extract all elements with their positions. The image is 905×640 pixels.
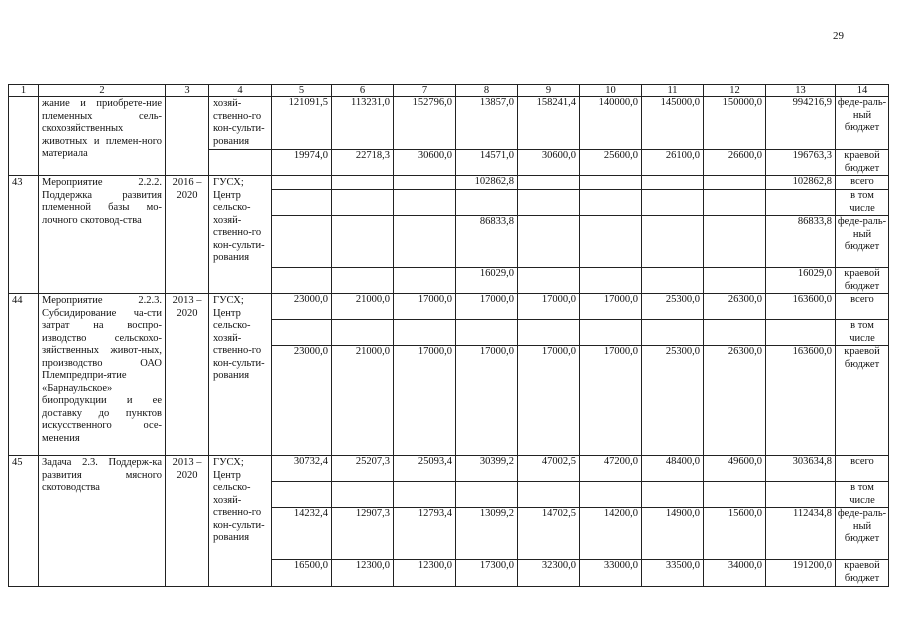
value-cell bbox=[642, 176, 704, 190]
value-cell: 25300,0 bbox=[642, 346, 704, 456]
row-index-cell bbox=[9, 97, 39, 176]
value-cell: 17000,0 bbox=[456, 346, 518, 456]
column-header: 7 bbox=[394, 85, 456, 97]
period-cell: 2013 – 2020 bbox=[166, 294, 209, 456]
value-cell bbox=[642, 216, 704, 268]
value-cell: 33000,0 bbox=[580, 560, 642, 587]
value-cell: 13099,2 bbox=[456, 508, 518, 560]
description-cell: жание и приобрете-ние племенных сель-скохозяйственных животных и племен-ного материала bbox=[39, 97, 166, 176]
value-cell: 30399,2 bbox=[456, 456, 518, 482]
value-cell: 34000,0 bbox=[704, 560, 766, 587]
period-cell: 2013 – 2020 bbox=[166, 456, 209, 587]
value-cell: 12793,4 bbox=[394, 508, 456, 560]
budget-source-cell: всего bbox=[836, 456, 889, 482]
value-cell: 26100,0 bbox=[642, 150, 704, 176]
column-header: 4 bbox=[209, 85, 272, 97]
value-cell: 994216,9 bbox=[766, 97, 836, 150]
column-header: 6 bbox=[332, 85, 394, 97]
column-header: 5 bbox=[272, 85, 332, 97]
value-cell: 26600,0 bbox=[704, 150, 766, 176]
value-cell bbox=[580, 268, 642, 294]
value-cell bbox=[642, 268, 704, 294]
budget-table bbox=[8, 84, 889, 587]
value-cell: 17000,0 bbox=[394, 294, 456, 320]
value-cell: 17300,0 bbox=[456, 560, 518, 587]
value-cell: 19974,0 bbox=[272, 150, 332, 176]
value-cell bbox=[704, 482, 766, 508]
value-cell: 25300,0 bbox=[642, 294, 704, 320]
value-cell: 16500,0 bbox=[272, 560, 332, 587]
column-header: 14 bbox=[836, 85, 889, 97]
value-cell bbox=[518, 482, 580, 508]
budget-source-cell: феде-раль-ный бюджет bbox=[836, 508, 889, 560]
value-cell: 163600,0 bbox=[766, 294, 836, 320]
value-cell bbox=[394, 190, 456, 216]
value-cell bbox=[518, 268, 580, 294]
value-cell: 30600,0 bbox=[394, 150, 456, 176]
value-cell: 17000,0 bbox=[456, 294, 518, 320]
value-cell bbox=[272, 268, 332, 294]
value-cell: 163600,0 bbox=[766, 346, 836, 456]
value-cell: 140000,0 bbox=[580, 97, 642, 150]
value-cell bbox=[642, 320, 704, 346]
value-cell bbox=[704, 190, 766, 216]
column-header: 2 bbox=[39, 85, 166, 97]
row-index-cell: 45 bbox=[9, 456, 39, 587]
budget-source-cell: краевой бюджет bbox=[836, 268, 889, 294]
column-header: 1 bbox=[9, 85, 39, 97]
value-cell bbox=[332, 216, 394, 268]
value-cell bbox=[518, 190, 580, 216]
value-cell bbox=[766, 320, 836, 346]
value-cell bbox=[456, 320, 518, 346]
value-cell bbox=[518, 176, 580, 190]
budget-source-cell: всего bbox=[836, 176, 889, 190]
column-header: 11 bbox=[642, 85, 704, 97]
column-header: 12 bbox=[704, 85, 766, 97]
description-cell: Мероприятие 2.2.2. Поддержка развития племенной базы мо-лочного скотовод-ства bbox=[39, 176, 166, 294]
value-cell: 112434,8 bbox=[766, 508, 836, 560]
value-cell bbox=[394, 482, 456, 508]
value-cell: 17000,0 bbox=[518, 346, 580, 456]
budget-source-cell: в том числе bbox=[836, 320, 889, 346]
value-cell bbox=[642, 190, 704, 216]
value-cell bbox=[272, 482, 332, 508]
value-cell bbox=[456, 482, 518, 508]
column-header: 8 bbox=[456, 85, 518, 97]
value-cell bbox=[580, 216, 642, 268]
value-cell: 16029,0 bbox=[766, 268, 836, 294]
value-cell bbox=[272, 176, 332, 190]
value-cell: 152796,0 bbox=[394, 97, 456, 150]
value-cell: 30732,4 bbox=[272, 456, 332, 482]
value-cell: 12300,0 bbox=[394, 560, 456, 587]
description-cell: Мероприятие 2.2.3. Субсидирование ча-сти затрат на воспро-изводство сельскохо-зяйственных живот-ных, производство ОАО Племпредпри-ятие «Барнаульское» биопродукции и ее доставку до пунктов искусственного осе-менения bbox=[39, 294, 166, 456]
value-cell: 191200,0 bbox=[766, 560, 836, 587]
executor-cell bbox=[209, 150, 272, 176]
budget-source-cell: феде-раль-ный бюджет bbox=[836, 216, 889, 268]
value-cell: 21000,0 bbox=[332, 294, 394, 320]
value-cell: 14571,0 bbox=[456, 150, 518, 176]
value-cell: 17000,0 bbox=[518, 294, 580, 320]
value-cell: 22718,3 bbox=[332, 150, 394, 176]
value-cell bbox=[704, 176, 766, 190]
budget-source-cell: всего bbox=[836, 294, 889, 320]
value-cell: 102862,8 bbox=[456, 176, 518, 190]
value-cell bbox=[332, 176, 394, 190]
value-cell: 32300,0 bbox=[518, 560, 580, 587]
value-cell: 16029,0 bbox=[456, 268, 518, 294]
value-cell: 13857,0 bbox=[456, 97, 518, 150]
executor-cell: ГУСХ; Центр сельско-хозяй-ственно-го кон-сульти-рования bbox=[209, 294, 272, 456]
value-cell: 47002,5 bbox=[518, 456, 580, 482]
value-cell: 196763,3 bbox=[766, 150, 836, 176]
budget-source-cell: краевой бюджет bbox=[836, 560, 889, 587]
executor-cell: ГУСХ; Центр сельско-хозяй-ственно-го кон-сульти-рования bbox=[209, 176, 272, 294]
column-header: 10 bbox=[580, 85, 642, 97]
budget-source-cell: в том числе bbox=[836, 482, 889, 508]
value-cell bbox=[642, 482, 704, 508]
table-row bbox=[9, 97, 889, 150]
value-cell: 17000,0 bbox=[394, 346, 456, 456]
value-cell: 121091,5 bbox=[272, 97, 332, 150]
budget-source-cell: феде-раль-ный бюджет bbox=[836, 97, 889, 150]
value-cell: 14702,5 bbox=[518, 508, 580, 560]
value-cell bbox=[580, 320, 642, 346]
period-cell bbox=[166, 97, 209, 176]
value-cell bbox=[766, 190, 836, 216]
value-cell bbox=[704, 216, 766, 268]
value-cell bbox=[766, 482, 836, 508]
value-cell bbox=[704, 320, 766, 346]
value-cell: 48400,0 bbox=[642, 456, 704, 482]
value-cell bbox=[332, 482, 394, 508]
header-row bbox=[9, 85, 889, 97]
column-header: 3 bbox=[166, 85, 209, 97]
value-cell: 86833,8 bbox=[766, 216, 836, 268]
page-number: 29 bbox=[833, 30, 844, 42]
executor-cell: ГУСХ; Центр сельско-хозяй-ственно-го кон-сульти-рования bbox=[209, 456, 272, 587]
value-cell bbox=[580, 190, 642, 216]
value-cell: 30600,0 bbox=[518, 150, 580, 176]
value-cell bbox=[394, 320, 456, 346]
value-cell: 158241,4 bbox=[518, 97, 580, 150]
value-cell: 21000,0 bbox=[332, 346, 394, 456]
table-row bbox=[9, 176, 889, 190]
budget-source-cell: в том числе bbox=[836, 190, 889, 216]
value-cell bbox=[332, 268, 394, 294]
row-index-cell: 44 bbox=[9, 294, 39, 456]
budget-source-cell: краевой бюджет bbox=[836, 346, 889, 456]
value-cell: 17000,0 bbox=[580, 346, 642, 456]
description-cell: Задача 2.3. Поддерж-ка развития мясного скотоводства bbox=[39, 456, 166, 587]
column-header: 13 bbox=[766, 85, 836, 97]
value-cell bbox=[580, 176, 642, 190]
value-cell bbox=[704, 268, 766, 294]
value-cell: 25207,3 bbox=[332, 456, 394, 482]
value-cell: 17000,0 bbox=[580, 294, 642, 320]
value-cell: 303634,8 bbox=[766, 456, 836, 482]
value-cell: 14200,0 bbox=[580, 508, 642, 560]
value-cell: 23000,0 bbox=[272, 294, 332, 320]
value-cell: 145000,0 bbox=[642, 97, 704, 150]
row-index-cell: 43 bbox=[9, 176, 39, 294]
period-cell: 2016 – 2020 bbox=[166, 176, 209, 294]
value-cell bbox=[394, 268, 456, 294]
value-cell: 33500,0 bbox=[642, 560, 704, 587]
value-cell bbox=[332, 190, 394, 216]
value-cell: 26300,0 bbox=[704, 346, 766, 456]
budget-source-cell: краевой бюджет bbox=[836, 150, 889, 176]
table-row bbox=[9, 294, 889, 320]
value-cell: 86833,8 bbox=[456, 216, 518, 268]
value-cell bbox=[394, 216, 456, 268]
value-cell: 14900,0 bbox=[642, 508, 704, 560]
value-cell bbox=[518, 216, 580, 268]
value-cell bbox=[394, 176, 456, 190]
value-cell: 25093,4 bbox=[394, 456, 456, 482]
value-cell: 47200,0 bbox=[580, 456, 642, 482]
value-cell: 150000,0 bbox=[704, 97, 766, 150]
value-cell bbox=[272, 320, 332, 346]
value-cell bbox=[580, 482, 642, 508]
value-cell bbox=[272, 216, 332, 268]
column-header: 9 bbox=[518, 85, 580, 97]
value-cell bbox=[518, 320, 580, 346]
value-cell: 26300,0 bbox=[704, 294, 766, 320]
value-cell bbox=[332, 320, 394, 346]
value-cell: 113231,0 bbox=[332, 97, 394, 150]
value-cell bbox=[272, 190, 332, 216]
table-row bbox=[9, 456, 889, 482]
value-cell: 12907,3 bbox=[332, 508, 394, 560]
value-cell: 49600,0 bbox=[704, 456, 766, 482]
value-cell: 12300,0 bbox=[332, 560, 394, 587]
value-cell: 23000,0 bbox=[272, 346, 332, 456]
value-cell: 14232,4 bbox=[272, 508, 332, 560]
value-cell: 25600,0 bbox=[580, 150, 642, 176]
executor-cell: хозяй-ственно-го кон-сульти-рования bbox=[209, 97, 272, 150]
value-cell: 102862,8 bbox=[766, 176, 836, 190]
value-cell bbox=[456, 190, 518, 216]
value-cell: 15600,0 bbox=[704, 508, 766, 560]
